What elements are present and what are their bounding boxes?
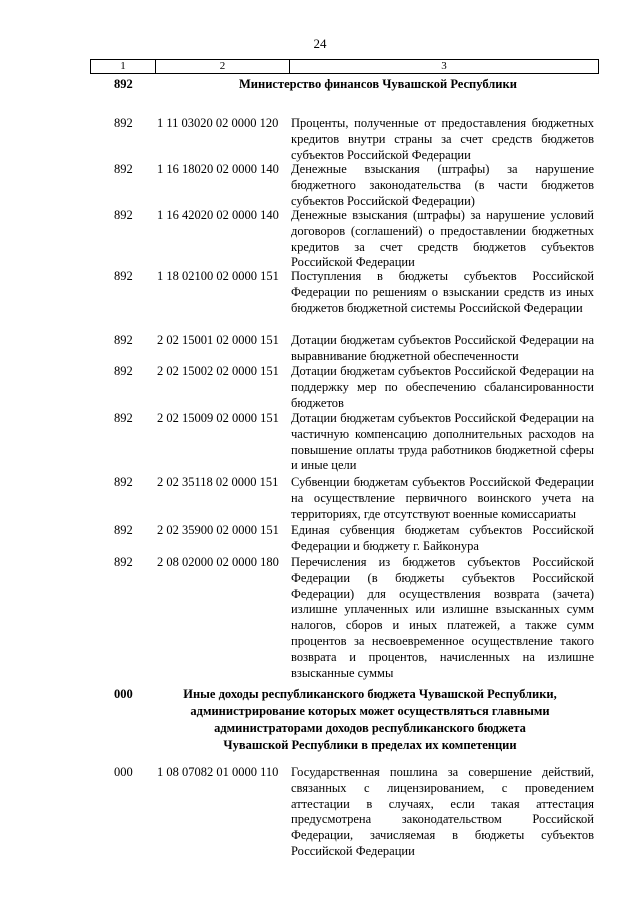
section-title-line: Иные доходы республиканского бюджета Чувашской Республики, (183, 687, 557, 701)
revenue-code: 2 02 15001 02 0000 151 (157, 333, 279, 347)
revenue-code: 2 02 15009 02 0000 151 (157, 411, 279, 425)
admin-code: 892 (114, 269, 133, 283)
section-title (150, 686, 590, 754)
ministry-title: Министерство финансов Чувашской Республики (239, 77, 517, 91)
revenue-description: Поступления в бюджеты субъектов Российской Федерации по решениям о взыскании средств из иных бюджетов бюджетной системы Российской Федерации (291, 269, 594, 315)
section-title-line: администрирование которых может осуществляться главными (190, 704, 550, 718)
admin-code: 892 (114, 523, 133, 537)
section-title-line: Чувашской Республики в пределах их компетенции (223, 738, 517, 752)
revenue-code: 2 02 35900 02 0000 151 (157, 523, 279, 537)
revenue-description: Перечисления из бюджетов субъектов Российской Федерации (в бюджеты субъектов Российской Федерации) для осуществления возврата (зачета) излишне уплаченных или излишне взысканных сумм налогов, сборов и иных платежей, а также сумм процентов за несвоевременное осуществление такого возврата и процентов, начисленных на излишне взысканные суммы (291, 555, 594, 680)
revenue-code: 1 08 07082 01 0000 110 (157, 765, 279, 779)
column-header-row (91, 60, 599, 74)
revenue-code: 1 16 42020 02 0000 140 (157, 208, 279, 222)
revenue-description: Единая субвенция бюджетам субъектов Российской Федерации и бюджету г. Байконура (291, 523, 594, 553)
admin-code: 892 (114, 333, 133, 347)
admin-code: 892 (114, 555, 133, 569)
admin-code: 892 (114, 364, 133, 378)
revenue-description: Дотации бюджетам субъектов Российской Федерации на выравнивание бюджетной обеспеченности (291, 333, 594, 363)
revenue-code: 1 16 18020 02 0000 140 (157, 162, 279, 176)
revenue-code: 2 08 02000 02 0000 180 (157, 555, 279, 569)
section-title-line: администраторами доходов республиканского бюджета (214, 721, 526, 735)
revenue-description: Субвенции бюджетам субъектов Российской Федерации на осуществление первичного воинского учета на территориях, где отсутствуют военные комиссариаты (291, 475, 594, 521)
column-header-1: 1 (91, 60, 156, 74)
ministry-code: 892 (114, 77, 133, 91)
revenue-code: 1 11 03020 02 0000 120 (157, 116, 279, 130)
column-header-3: 3 (290, 60, 599, 74)
admin-code: 892 (114, 208, 133, 222)
revenue-code: 2 02 35118 02 0000 151 (157, 475, 279, 489)
section-code: 000 (114, 687, 133, 701)
revenue-description: Проценты, полученные от предоставления бюджетных кредитов внутри страны за счет средств бюджетов субъектов Российской Федерации (291, 116, 594, 162)
admin-code: 892 (114, 116, 133, 130)
revenue-description: Дотации бюджетам субъектов Российской Федерации на частичную компенсацию дополнительных расходов на повышение оплаты труда работников бюджетной сферы и иные цели (291, 411, 594, 473)
revenue-code: 1 18 02100 02 0000 151 (157, 269, 279, 283)
column-header-table (90, 59, 599, 74)
page-number: 24 (313, 36, 327, 51)
revenue-description: Денежные взыскания (штрафы) за нарушение бюджетного законодательства (в части бюджетов субъектов Российской Федерации) (291, 162, 594, 208)
revenue-description: Денежные взыскания (штрафы) за нарушение условий договоров (соглашений) о предоставлении бюджетных кредитов за счет средств бюджетов субъектов Российской Федерации (291, 208, 594, 270)
admin-code: 892 (114, 411, 133, 425)
revenue-code: 2 02 15002 02 0000 151 (157, 364, 279, 378)
column-header-2: 2 (156, 60, 290, 74)
admin-code: 892 (114, 475, 133, 489)
admin-code: 000 (114, 765, 133, 779)
admin-code: 892 (114, 162, 133, 176)
revenue-description: Дотации бюджетам субъектов Российской Федерации на поддержку мер по обеспечению сбалансированности бюджетов (291, 364, 594, 410)
revenue-description: Государственная пошлина за совершение действий, связанных с лицензированием, с проведением аттестации в случаях, если такая аттестация предусмотрена законодательством Российской Федерации, зачисляемая в бюджеты субъектов Российской Федерации (291, 765, 594, 858)
